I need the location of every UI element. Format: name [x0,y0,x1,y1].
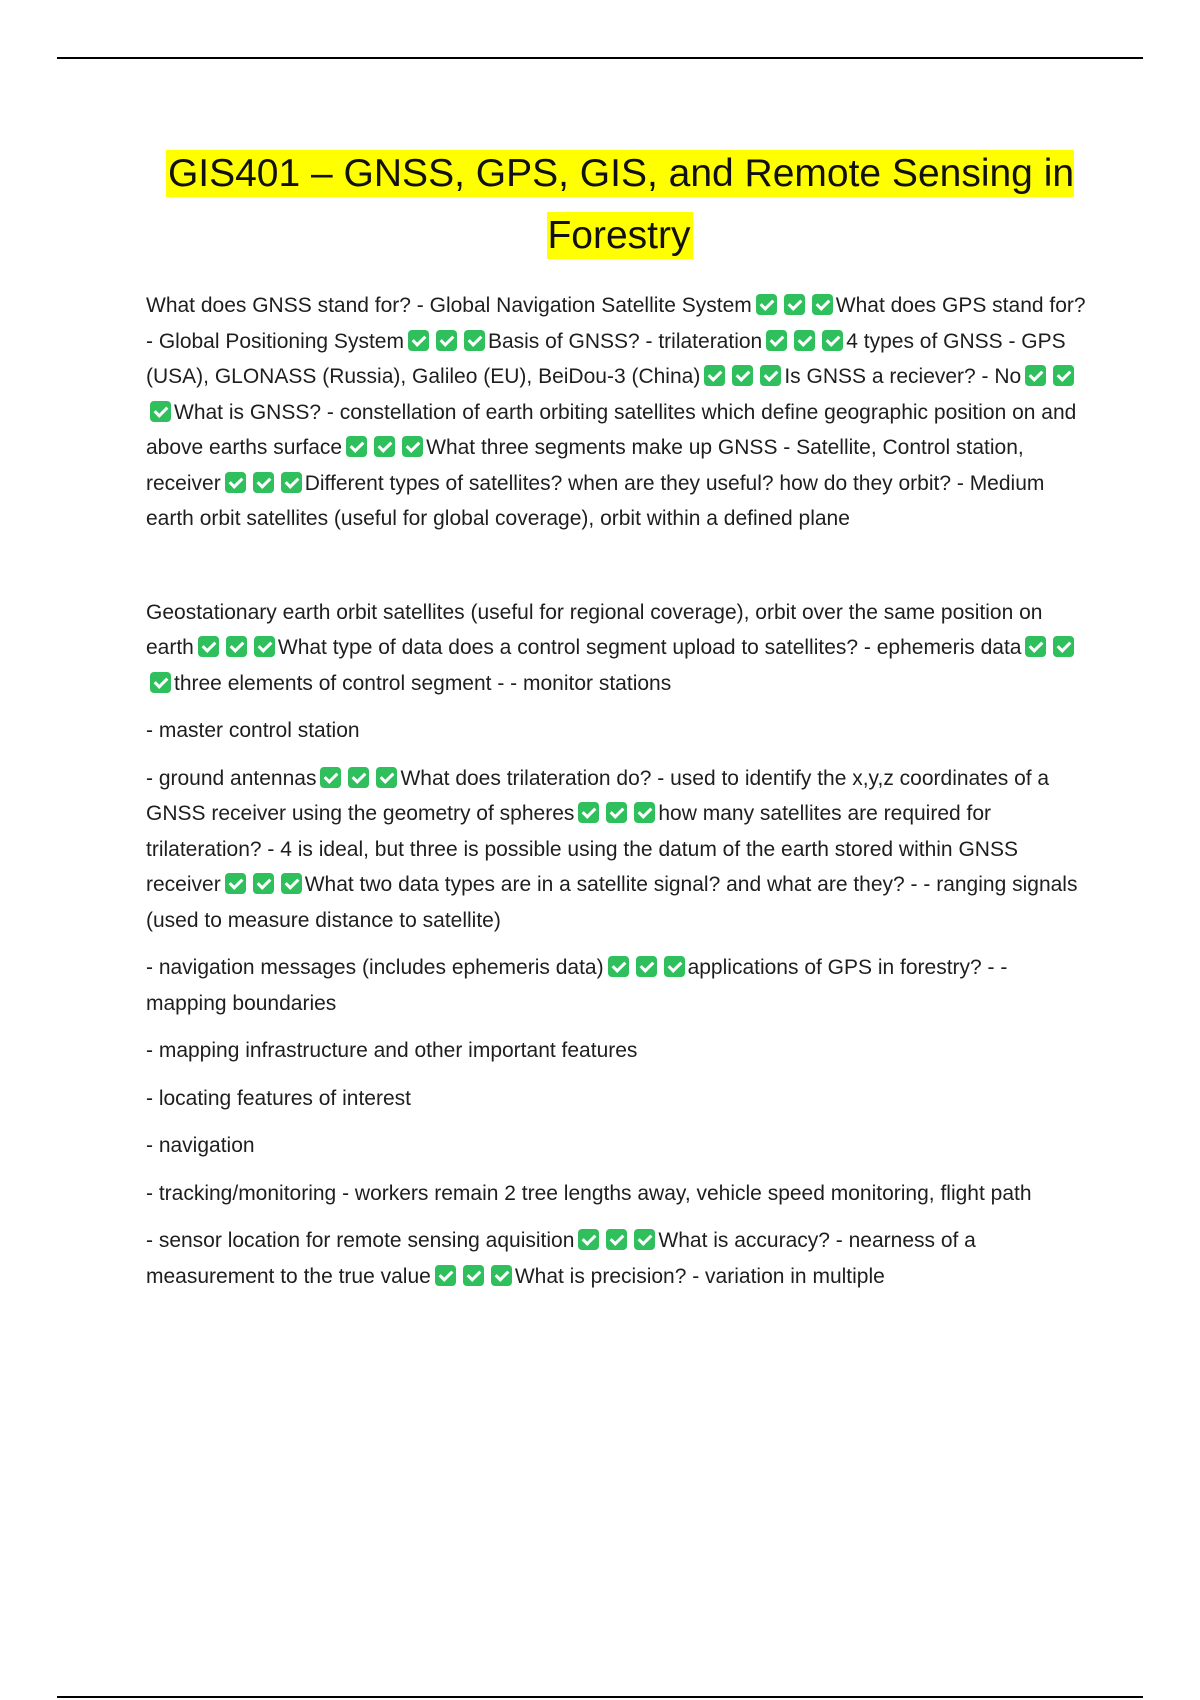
text-segment: three elements of control segment - - monitor stations [174,671,672,695]
text-segment: What three segments make up GNSS - Satellite, Control station, receiver [146,436,1024,495]
check-mark-icon [704,365,725,386]
paragraph [146,761,1092,939]
text-segment: 4 types of GNSS - GPS (USA), GLONASS (Russia), Galileo (EU), BeiDou-3 (China) [146,329,1066,388]
paragraph [146,1081,1092,1117]
check-mark-icon [608,956,629,977]
check-mark-icon [464,330,485,351]
check-mark-icon [226,636,247,657]
paragraph [146,713,1092,749]
check-mark-icon [463,1265,484,1286]
check-mark-icon [784,294,805,315]
check-mark-icon [664,956,685,977]
check-mark-icon [253,472,274,493]
check-mark-icon [732,365,753,386]
check-mark-icon [756,294,777,315]
text-segment: What is precision? - variation in multiple [514,1264,885,1288]
check-mark-icon [578,1229,599,1250]
text-segment: What does GNSS stand for? - Global Navigation Satellite System [146,294,752,317]
check-mark-icon [606,1229,627,1250]
check-mark-icon [435,1265,456,1286]
text-segment: - navigation [146,1134,255,1157]
text-segment: Geostationary earth orbit satellites (useful for regional coverage), orbit over the same position on earth [146,600,1043,659]
check-mark-icon [402,436,423,457]
check-mark-icon [198,636,219,657]
text-segment: What is GNSS? - constellation of earth orbiting satellites which define geographic position on and above earths surface [146,400,1077,459]
check-mark-icon [254,636,275,657]
text-segment: applications of GPS in forestry? - - mapping boundaries [146,956,1008,1015]
check-mark-icon [320,767,341,788]
bottom-rule [57,1696,1143,1698]
text-segment: Is GNSS a reciever? - No [784,365,1022,388]
check-mark-icon [1053,636,1074,657]
check-mark-icon [150,672,171,693]
check-mark-icon [760,365,781,386]
check-mark-icon [491,1265,512,1286]
text-segment: - tracking/monitoring - workers remain 2 tree lengths away, vehicle speed monitoring, flight path [146,1181,1032,1205]
check-mark-icon [794,330,815,351]
text-segment: What does trilateration do? - used to identify the x,y,z coordinates of a GNSS receiver using the geometry of spheres [146,766,1050,825]
paragraph [146,1223,1092,1294]
check-mark-icon [408,330,429,351]
paragraph [146,950,1092,1021]
check-mark-icon [766,330,787,351]
text-segment: What two data types are in a satellite signal? and what are they? - - ranging signals (used to measure distance to satellite) [146,873,1078,932]
text-segment: What type of data does a control segment upload to satellites? - ephemeris data [277,636,1022,659]
text-segment: What does GPS stand for? - Global Positioning System [146,294,1086,353]
check-mark-icon [225,873,246,894]
check-mark-icon [348,767,369,788]
check-mark-icon [634,1229,655,1250]
check-mark-icon [253,873,274,894]
check-mark-icon [1025,636,1046,657]
check-mark-icon [634,802,655,823]
check-mark-icon [281,873,302,894]
paragraph [146,1128,1092,1164]
paragraph [146,288,1092,537]
check-mark-icon [822,330,843,351]
check-mark-icon [1025,365,1046,386]
text-segment: Basis of GNSS? - trilateration [487,329,763,353]
text-segment: - ground antennas [146,766,317,790]
document-body [146,288,1092,1294]
paragraph [146,1033,1092,1069]
check-mark-icon [376,767,397,788]
check-mark-icon [150,401,171,422]
text-segment: Different types of satellites? when are they useful? how do they orbit? - Medium earth orbit satellites (useful for global coverage), orbit within a defined plane [146,471,1045,530]
text-segment: how many satellites are required for trilateration? - 4 is ideal, but three is possible using the datum of the earth stored within GNSS receiver [146,802,1018,896]
text-segment: - locating features of interest [146,1086,411,1110]
text-segment: What is accuracy? - nearness of a measurement to the true value [146,1229,976,1288]
document-title [140,143,1100,267]
check-mark-icon [225,472,246,493]
paragraph [146,1176,1092,1212]
check-mark-icon [606,802,627,823]
check-mark-icon [281,472,302,493]
top-rule [57,57,1143,59]
check-mark-icon [436,330,457,351]
check-mark-icon [374,436,395,457]
check-mark-icon [578,802,599,823]
check-mark-icon [1053,365,1074,386]
check-mark-icon [636,956,657,977]
text-segment: - navigation messages (includes ephemeris data) [146,956,604,979]
text-segment: - master control station [146,719,360,742]
text-segment: - sensor location for remote sensing aquisition [146,1229,575,1252]
document-title-highlight: GIS401 – GNSS, GPS, GIS, and Remote Sensing in Forestry [167,152,1075,257]
check-mark-icon [346,436,367,457]
paragraph [146,595,1092,702]
text-segment: - mapping infrastructure and other important features [146,1039,638,1062]
check-mark-icon [812,294,833,315]
